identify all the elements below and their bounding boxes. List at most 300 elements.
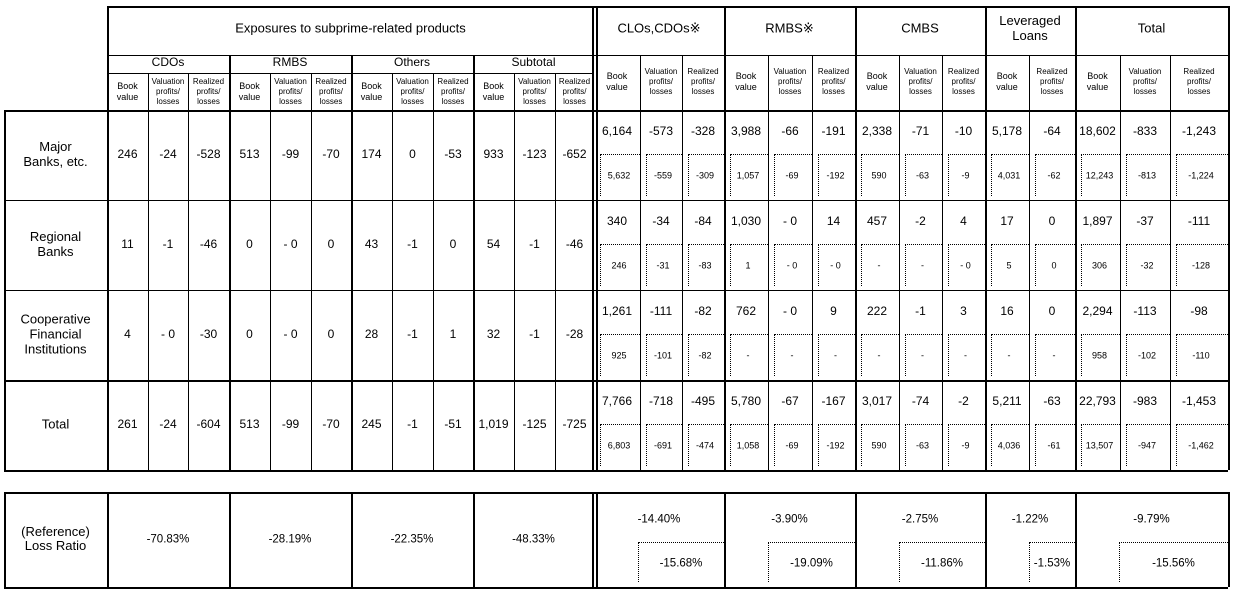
grid-line (818, 424, 819, 466)
grid-line (1120, 55, 1121, 470)
grid-line (991, 244, 1029, 245)
table-cell: -1,453 (1181, 394, 1217, 409)
loss-ratio-value: -48.33% (512, 532, 555, 545)
grid-line (948, 334, 985, 335)
table-cell: 5,211 (992, 394, 1022, 409)
table-cell-sub: -69 (785, 440, 799, 451)
grid-line (948, 424, 949, 466)
grid-line (730, 424, 768, 425)
table-cell: 1,019 (478, 417, 509, 432)
table-cell: -63 (1043, 394, 1061, 409)
col-header: Book value (116, 81, 139, 102)
table-cell: 0 (246, 237, 253, 252)
grid-line (600, 334, 601, 376)
grid-line (861, 334, 899, 335)
table-cell: -113 (1133, 304, 1157, 319)
table-cell: -82 (694, 304, 712, 319)
table-cell: -10 (954, 124, 973, 139)
grid-line (1081, 244, 1120, 245)
table-cell: -1 (407, 327, 418, 342)
table-cell: -37 (1136, 214, 1154, 229)
header-clos: CLOs,CDOs※ (617, 20, 701, 36)
grid-line (1176, 424, 1228, 425)
table-cell-sub: -62 (1047, 170, 1061, 181)
grid-line (774, 154, 812, 155)
grid-line (899, 542, 985, 543)
grid-line (861, 154, 899, 155)
table-cell-sub: -82 (698, 350, 712, 361)
grid-line (905, 334, 942, 335)
table-cell-sub: -309 (695, 170, 715, 181)
grid-line (768, 542, 769, 582)
col-header: Valuation profits/ losses (1128, 67, 1162, 96)
table-cell: -1 (407, 417, 418, 432)
table-cell-sub: 306 (1091, 260, 1108, 271)
loss-ratio-value: -2.75% (901, 513, 939, 526)
table-cell-sub: -192 (826, 440, 845, 451)
table-cell: 762 (735, 304, 757, 319)
grid-line (473, 492, 475, 587)
grid-line (688, 244, 724, 245)
grid-line (905, 424, 942, 425)
grid-line (688, 424, 724, 425)
table-cell-sub: 1 (745, 260, 751, 271)
table-cell: -528 (196, 147, 221, 162)
grid-line (1035, 424, 1075, 425)
table-cell-sub: - (1052, 350, 1056, 361)
grid-line (1081, 334, 1120, 335)
grid-line (899, 55, 900, 470)
grid-line (107, 492, 109, 587)
col-header: Book value (360, 81, 383, 102)
table-cell-sub: -192 (826, 170, 845, 181)
table-cell-sub: 590 (871, 440, 887, 451)
grid-line (270, 73, 271, 470)
grid-line (905, 424, 906, 466)
table-cell: 261 (117, 417, 138, 432)
grid-line (1126, 154, 1170, 155)
table-cell: -98 (1190, 304, 1208, 319)
table-cell: 0 (1048, 214, 1056, 229)
table-cell: -1 (915, 304, 926, 319)
grid-line (1228, 492, 1230, 587)
grid-line (730, 154, 768, 155)
grid-line (818, 424, 855, 425)
grid-line (351, 492, 353, 587)
grid-line (514, 73, 515, 470)
grid-line (948, 154, 949, 196)
grid-line (812, 55, 813, 470)
grid-line (730, 244, 731, 286)
grid-line (646, 154, 647, 196)
grid-line (942, 55, 943, 470)
table-cell-sub: 12,243 (1085, 170, 1114, 181)
row-label-cooperative: Cooperative Financial Institutions (20, 311, 91, 357)
grid-line (991, 244, 992, 286)
table-cell-sub: 958 (1091, 350, 1108, 361)
grid-line (688, 154, 724, 155)
col-header: Valuation profits/ losses (773, 67, 807, 96)
table-cell: -191 (821, 124, 846, 139)
table-cell: 3,017 (861, 394, 893, 409)
table-cell-sub: -61 (1047, 440, 1061, 451)
col-header: Book value (866, 71, 888, 92)
grid-line (600, 424, 640, 425)
table-cell-sub: -813 (1137, 170, 1157, 181)
grid-line (730, 244, 768, 245)
grid-line (991, 154, 992, 196)
grid-line (818, 334, 819, 376)
grid-line (774, 334, 812, 335)
table-cell-sub: - (921, 350, 924, 361)
grid-line (905, 244, 906, 286)
grid-line (1075, 492, 1077, 587)
col-header: Realized profits/ losses (437, 77, 469, 106)
grid-line (1126, 424, 1170, 425)
col-header: Book value (238, 81, 261, 102)
table-cell: -30 (199, 327, 218, 342)
grid-line (646, 424, 647, 466)
grid-line (600, 154, 640, 155)
table-cell: -1 (407, 237, 418, 252)
grid-line (351, 55, 353, 470)
table-cell: -64 (1043, 124, 1061, 139)
table-cell: 5,780 (730, 394, 762, 409)
col-header: Realized profits/ losses (687, 67, 719, 96)
grid-line (555, 73, 556, 470)
table-cell: 0 (449, 237, 457, 252)
col-header: Realized profits/ losses (315, 77, 347, 106)
table-cell: 9 (830, 304, 837, 319)
grid-line (107, 73, 592, 74)
col-header: Book value (482, 81, 505, 102)
loss-ratio-value: -1.22% (1011, 513, 1049, 526)
table-cell-sub: -474 (695, 440, 715, 451)
table-cell-sub: -9 (961, 440, 970, 451)
table-cell: -46 (199, 237, 218, 252)
table-cell: 340 (606, 214, 628, 229)
grid-line (638, 542, 639, 582)
table-cell-sub: 590 (871, 170, 887, 181)
grid-line (1176, 244, 1228, 245)
table-cell-sub: -69 (785, 170, 799, 181)
col-header: Valuation profits/ losses (274, 77, 307, 106)
table-cell: -111 (1187, 214, 1211, 229)
grid-line (724, 6, 726, 470)
table-cell: 1,261 (601, 304, 633, 319)
table-cell: -1,243 (1181, 124, 1217, 139)
table-cell-sub: -32 (1140, 260, 1154, 271)
grid-line (1176, 334, 1228, 335)
grid-line (688, 334, 689, 376)
table-cell: 245 (361, 417, 382, 432)
table-cell: -1 (529, 237, 540, 252)
grid-line (861, 334, 862, 376)
grid-line (855, 6, 857, 470)
col-header: Valuation profits/ losses (644, 67, 678, 96)
table-cell-sub: -102 (1137, 350, 1157, 361)
grid-line (991, 424, 992, 466)
grid-line (774, 334, 775, 376)
grid-line (1081, 154, 1082, 196)
table-cell: 4 (124, 327, 131, 342)
table-cell-sub: 4,031 (997, 170, 1021, 181)
grid-line (646, 154, 682, 155)
loss-ratio-value: -11.86% (921, 557, 963, 570)
grid-line (638, 542, 724, 543)
grid-line (188, 73, 189, 470)
grid-line (600, 154, 601, 196)
table-cell: -1 (162, 237, 174, 252)
grid-line (861, 154, 862, 196)
table-cell: -70 (322, 417, 340, 432)
grid-line (861, 424, 862, 466)
table-cell: -51 (444, 417, 462, 432)
table-cell: - 0 (160, 327, 176, 342)
header-rmbs: RMBS※ (765, 20, 814, 36)
grid-line (596, 6, 598, 470)
table-cell: 22,793 (1079, 394, 1116, 409)
table-cell: 43 (364, 237, 379, 252)
grid-line (646, 424, 682, 425)
table-cell: 246 (117, 147, 138, 162)
grid-line (594, 55, 1228, 56)
table-cell-sub: -559 (653, 170, 673, 181)
table-cell-sub: -1,462 (1188, 440, 1214, 451)
grid-line (948, 244, 985, 245)
table-cell: -84 (694, 214, 712, 229)
table-cell-sub: - (877, 260, 881, 271)
table-cell-sub: -63 (915, 170, 930, 181)
grid-line (392, 73, 393, 470)
grid-line (1035, 424, 1036, 466)
table-cell-sub: 246 (611, 260, 627, 271)
grid-line (730, 334, 768, 335)
grid-line (1126, 424, 1127, 466)
grid-line (600, 244, 640, 245)
table-cell: 0 (1048, 304, 1056, 319)
grid-line (1081, 334, 1082, 376)
table-cell: 14 (826, 214, 841, 229)
grid-line (688, 244, 689, 286)
table-cell: 6,164 (601, 124, 633, 139)
grid-line (4, 110, 6, 470)
grid-line (4, 470, 1228, 472)
col-header: Valuation profits/ losses (396, 77, 429, 106)
grid-line (1126, 334, 1127, 376)
grid-line (4, 492, 1228, 494)
subheader-subtotal: Subtotal (511, 55, 556, 70)
grid-line (1035, 154, 1036, 196)
table-cell: 4 (960, 214, 967, 229)
grid-line (148, 73, 149, 470)
table-cell: -34 (652, 214, 670, 229)
col-header: Valuation profits/ losses (904, 67, 937, 96)
loss-ratio-value: -28.19% (268, 532, 312, 545)
grid-line (768, 55, 769, 470)
table-cell: 17 (1000, 214, 1014, 229)
table-cell: - 0 (782, 304, 798, 319)
grid-line (991, 334, 992, 376)
subheader-cdos: CDOs (151, 55, 185, 70)
table-cell: -2 (958, 394, 969, 409)
col-header: Valuation profits/ losses (518, 77, 551, 106)
grid-line (1081, 424, 1120, 425)
grid-line (985, 492, 987, 587)
grid-line (600, 424, 601, 466)
header-subprime: Exposures to subprime-related products (235, 20, 466, 36)
grid-line (730, 154, 731, 196)
table-cell: 11 (121, 237, 134, 252)
grid-line (1035, 154, 1075, 155)
table-cell-sub: -947 (1137, 440, 1157, 451)
grid-line (1035, 334, 1036, 376)
table-cell-sub: 4,036 (997, 440, 1021, 451)
table-cell: -74 (911, 394, 930, 409)
table-cell: -99 (281, 417, 300, 432)
col-header: Realized profits/ losses (947, 67, 980, 96)
grid-line (861, 424, 899, 425)
grid-line (596, 492, 598, 587)
table-cell: 174 (361, 147, 382, 162)
col-header: Book value (996, 71, 1018, 92)
table-cell-sub: 5,632 (607, 170, 631, 181)
table-cell: 222 (866, 304, 888, 319)
row-label-reference: (Reference) Loss Ratio (21, 523, 90, 554)
grid-line (229, 55, 231, 470)
grid-line (1176, 424, 1177, 466)
col-header: Valuation profits/ losses (151, 77, 185, 106)
table-cell-sub: -691 (653, 440, 673, 451)
table-cell: -983 (1132, 394, 1158, 409)
table-cell: 513 (239, 417, 260, 432)
grid-line (1119, 542, 1228, 543)
grid-line (1081, 424, 1082, 466)
grid-line (1176, 334, 1177, 376)
table-cell: 0 (327, 237, 335, 252)
grid-line (646, 334, 682, 335)
grid-line (948, 334, 949, 376)
grid-line (107, 6, 1228, 8)
table-cell: -123 (522, 147, 547, 162)
header-leveraged: Leveraged Loans (999, 13, 1061, 43)
col-header: Realized profits/ losses (1183, 67, 1215, 96)
table-cell-sub: - (746, 350, 750, 361)
table-cell: 1 (449, 327, 457, 342)
row-label-major: Major Banks, etc. (23, 139, 88, 169)
table-cell: 2,294 (1082, 304, 1113, 319)
table-cell-sub: - (790, 350, 794, 361)
grid-line (985, 6, 987, 470)
grid-line (1035, 244, 1036, 286)
grid-line (592, 492, 594, 587)
grid-line (1119, 542, 1120, 582)
grid-line (774, 154, 775, 196)
table-cell: 3 (960, 304, 967, 319)
table-cell: -125 (522, 417, 547, 432)
table-cell: -99 (281, 147, 300, 162)
col-header: Book value (606, 71, 628, 92)
grid-line (948, 244, 949, 286)
loss-ratio-value: -3.90% (771, 513, 808, 526)
table-cell-sub: -83 (698, 260, 712, 271)
grid-line (600, 244, 601, 286)
header-total: Total (1137, 20, 1166, 36)
grid-line (1029, 542, 1030, 582)
table-cell: 28 (364, 327, 379, 342)
grid-line (730, 334, 731, 376)
table-cell: 16 (1000, 304, 1014, 319)
table-cell-sub: -1,224 (1188, 170, 1214, 181)
table-cell: 0 (327, 327, 335, 342)
table-cell: 0 (409, 147, 416, 162)
grid-line (688, 334, 724, 335)
table-cell: - 0 (283, 237, 298, 252)
grid-line (600, 334, 640, 335)
grid-line (592, 6, 594, 470)
table-cell: -604 (196, 417, 221, 432)
table-cell: 457 (866, 214, 888, 229)
table-cell: 513 (239, 147, 260, 162)
grid-line (1126, 244, 1127, 286)
grid-line (1228, 6, 1230, 470)
col-header: Book value (1086, 71, 1109, 92)
grid-line (861, 244, 862, 286)
grid-line (107, 6, 109, 470)
grid-line (774, 424, 812, 425)
table-cell: -718 (648, 394, 674, 409)
table-cell-sub: 1,057 (736, 170, 760, 181)
table-cell-sub: - (877, 350, 881, 361)
loss-ratio-value: -9.79% (1133, 513, 1170, 526)
table-cell-sub: -101 (653, 350, 673, 361)
loss-ratio-value: -1.53% (1033, 557, 1071, 570)
grid-line (4, 587, 1228, 589)
grid-line (1029, 55, 1030, 470)
grid-line (861, 244, 899, 245)
table-cell-sub: -110 (1192, 350, 1210, 361)
loss-ratio-value: -14.40% (637, 513, 681, 526)
grid-line (1170, 55, 1171, 470)
col-header: Realized profits/ losses (192, 77, 225, 106)
grid-line (774, 244, 812, 245)
table-cell: -652 (562, 147, 587, 162)
table-cell-sub: - 0 (960, 260, 971, 271)
table-cell: -833 (1132, 124, 1158, 139)
grid-line (1035, 334, 1075, 335)
grid-line (1075, 6, 1077, 470)
table-cell: -111 (649, 304, 673, 319)
grid-line (640, 55, 641, 470)
table-cell: - 0 (782, 214, 798, 229)
table-cell-sub: 1,058 (736, 440, 760, 451)
grid-line (991, 154, 1029, 155)
table-cell-sub: 6,803 (607, 440, 631, 451)
header-cmbs: CMBS (901, 20, 939, 36)
subheader-rmbs: RMBS (272, 55, 308, 70)
table-cell: -53 (444, 147, 462, 162)
grid-line (1081, 244, 1082, 286)
table-cell: 1,897 (1082, 214, 1113, 229)
col-header: Realized profits/ losses (817, 67, 850, 96)
table-cell: 54 (486, 237, 501, 252)
grid-line (905, 244, 942, 245)
table-cell: 2,338 (861, 124, 893, 139)
grid-line (905, 154, 906, 196)
grid-line (229, 492, 231, 587)
table-cell: 32 (486, 327, 501, 342)
table-cell: -66 (781, 124, 799, 139)
